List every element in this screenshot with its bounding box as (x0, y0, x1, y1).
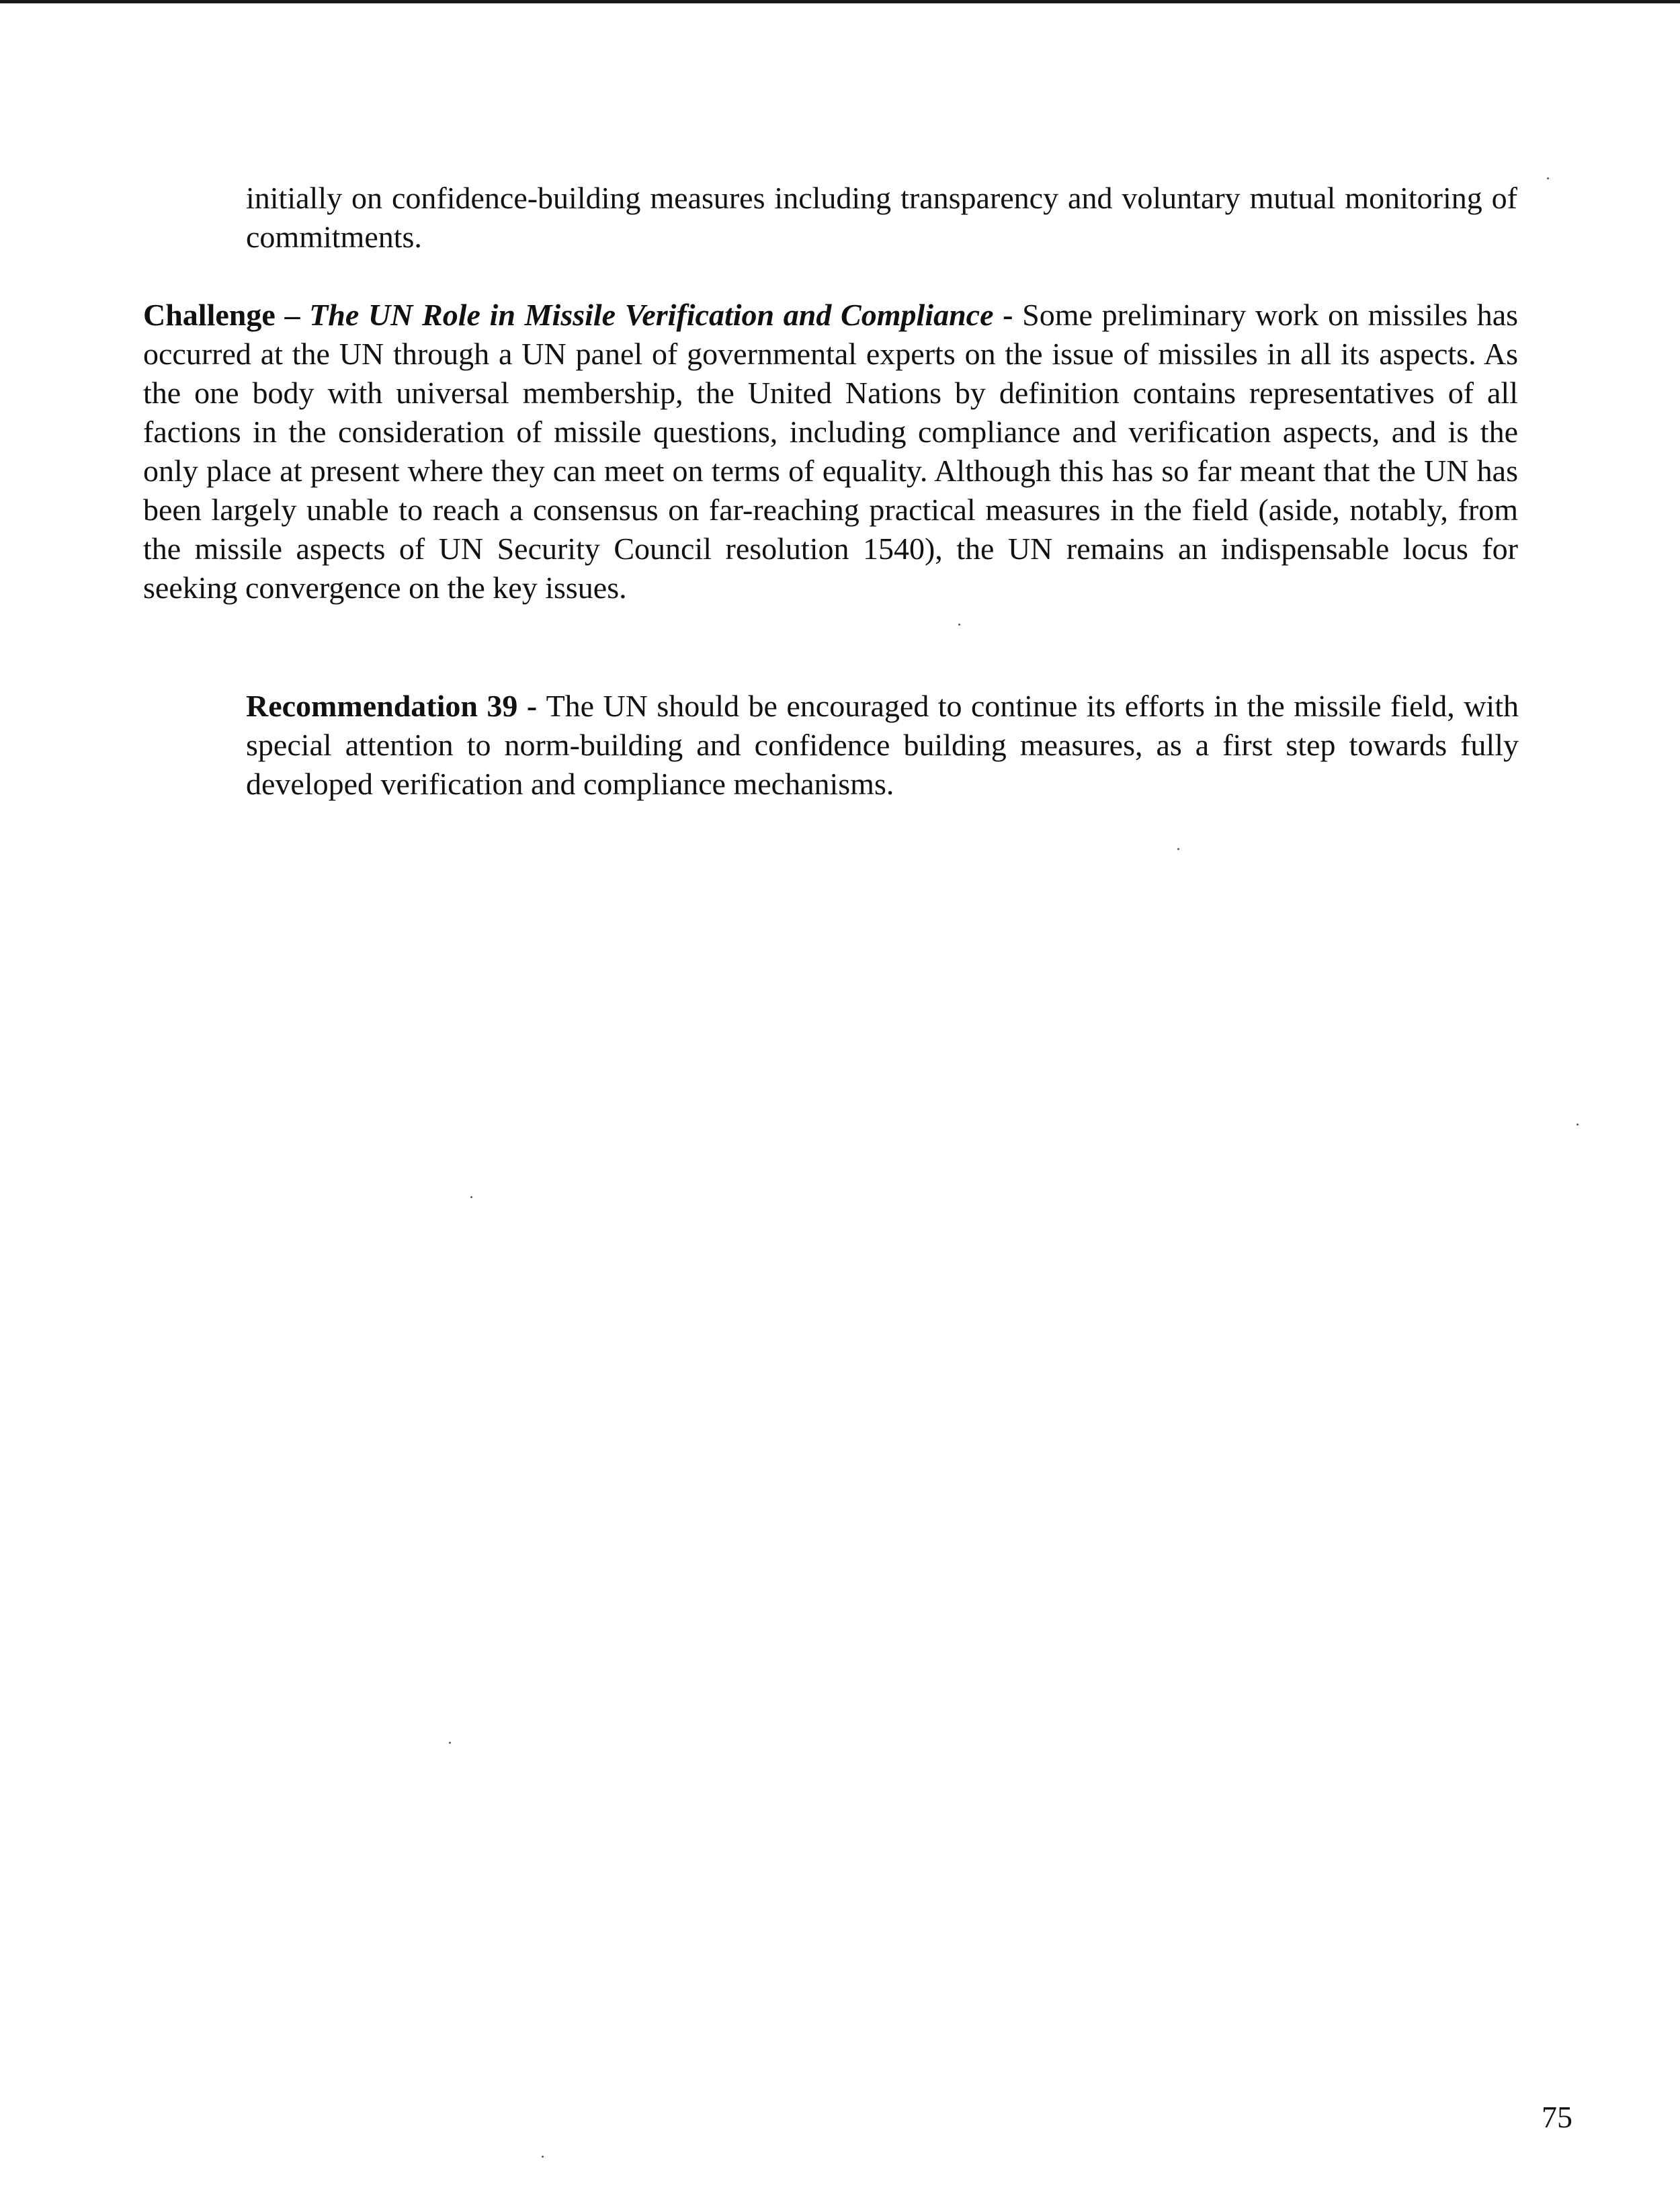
scan-speck (1577, 1124, 1579, 1126)
recommendation-paragraph (246, 687, 1519, 804)
continuation-text: initially on confidence-building measures including transparency and voluntary mutual monitoring of commitments. (246, 181, 1517, 254)
recommendation-separator: - (517, 689, 546, 723)
scan-speck (449, 1742, 451, 1744)
challenge-label: Challenge – (143, 298, 300, 332)
challenge-paragraph (143, 296, 1518, 607)
challenge-separator: - (993, 298, 1023, 332)
recommendation-label: Recommendation 39 (246, 689, 518, 723)
continuation-paragraph (246, 179, 1517, 257)
scan-speck (1547, 177, 1549, 179)
recommendation-body: The UN should be encouraged to continue its efforts in the missile field, with special attention to norm-building and confidence building measures, as a first step towards fully developed verification and compliance mechanisms. (246, 689, 1519, 801)
top-border-line (0, 0, 1680, 3)
scan-speck (1177, 848, 1179, 850)
scan-speck (542, 2156, 544, 2158)
page-number: 75 (1542, 2100, 1572, 2134)
scan-speck (958, 624, 960, 626)
challenge-title: The UN Role in Missile Verification and Compliance (309, 298, 994, 332)
challenge-body: Some preliminary work on missiles has occurred at the UN through a UN panel of governmental experts on the issue of missiles in all its aspects. As the one body with universal membership, the United Nations by definition contains representatives of all factions in the consideration of missile questions, including compliance and verification aspects, and is the only place at present where they can meet on terms of equality. Although this has so far meant that the UN has been largely unable to reach a consensus on far-reaching practical measures in the field (aside, notably, from the missile aspects of UN Security Council resolution 1540), the UN remains an indispensable locus for seeking convergence on the key issues. (143, 298, 1519, 605)
scan-speck (470, 1196, 472, 1198)
